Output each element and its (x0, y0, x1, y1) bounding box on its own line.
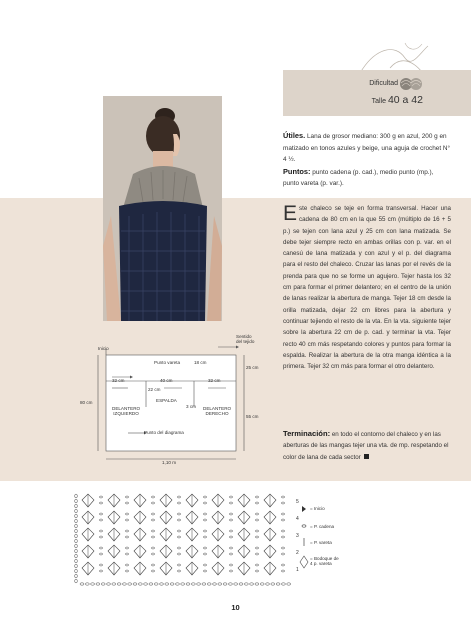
chain-stitch (75, 579, 78, 583)
chain-stitch (99, 530, 102, 532)
chain-stitch (96, 583, 100, 585)
chain-stitch (125, 519, 128, 521)
chain-stitch (75, 524, 78, 528)
chain-stitch (281, 530, 284, 532)
chain-stitch (138, 583, 142, 585)
schematic-3cm: 3 cm (186, 404, 196, 409)
chain-stitch (75, 539, 78, 543)
chain-stitch (112, 583, 116, 585)
chain-stitch (149, 583, 153, 585)
chain-stitch (99, 553, 102, 555)
chain-stitch (186, 583, 190, 585)
chain-stitch (229, 553, 232, 555)
chain-stitch (203, 564, 206, 566)
schematic-80cm: 80 cm (80, 400, 93, 405)
schematic-width: 1,10 m (162, 460, 177, 465)
chain-stitch (287, 583, 291, 585)
schematic-delantero-izquierdo: DELANTERO IZQUIERDO (112, 406, 141, 416)
chain-stitch (255, 530, 258, 532)
drop-cap: E (283, 202, 298, 225)
chain-stitch (250, 583, 254, 585)
chain-stitch (125, 530, 128, 532)
chain-stitch (99, 536, 102, 538)
chain-stitch (229, 519, 232, 521)
chain-stitch (151, 496, 154, 498)
chain-stitch (75, 544, 78, 548)
chain-stitch (203, 496, 206, 498)
row-number: 1 (296, 567, 299, 573)
chain-stitch (255, 496, 258, 498)
chain-stitch (228, 583, 232, 585)
chain-stitch (80, 583, 84, 585)
schematic-25cm: 25 cm (246, 365, 259, 370)
chain-stitch (281, 496, 284, 498)
chain-stitch (125, 502, 128, 504)
chain-stitch (175, 583, 179, 585)
chain-stitch (255, 547, 258, 549)
chain-stitch (151, 547, 154, 549)
chain-stitch (229, 502, 232, 504)
chain-stitch (151, 502, 154, 504)
chain-stitch (177, 564, 180, 566)
legend-bodoque: = Bodoque de 4 p. vareta (310, 556, 339, 566)
finish-text: en todo el contorno del chaleco y en las aberturas de las mangas tejer una vta. de mp. respetando el color de lana de cada sector (283, 431, 449, 461)
chain-stitch (75, 509, 78, 513)
schematic-32cm-right: 32 cm (208, 378, 221, 383)
difficulty-box (283, 70, 471, 116)
chain-stitch (154, 583, 158, 585)
chain-stitch (255, 583, 259, 585)
chain-stitch (255, 564, 258, 566)
vest-schematic (68, 335, 273, 473)
utiles-heading: Útiles. (283, 131, 306, 140)
schematic-40cm: 40 cm (160, 378, 173, 383)
chain-stitch (101, 583, 105, 585)
chain-stitch (75, 559, 78, 563)
chain-stitch (177, 553, 180, 555)
schematic-punto-diagrama: Punto del diagrama (144, 430, 184, 435)
chain-stitch (203, 530, 206, 532)
chain-stitch (177, 530, 180, 532)
chain-stitch (75, 519, 78, 523)
schematic-55cm: 55 cm (246, 414, 259, 419)
chain-stitch (234, 583, 238, 585)
chain-stitch (99, 564, 102, 566)
chain-stitch (218, 583, 222, 585)
chain-stitch (117, 583, 121, 585)
chain-stitch (281, 583, 285, 585)
chain-stitch (75, 504, 78, 508)
chain-stitch (177, 570, 180, 572)
chain-stitch (177, 536, 180, 538)
chain-stitch (239, 583, 243, 585)
yarn-ball-icons (399, 74, 423, 92)
difficulty-label: Dificultad (369, 80, 398, 87)
legend-inicio: = Inicio (310, 506, 325, 511)
chain-stitch (203, 519, 206, 521)
legend-vareta: = P. vareta (310, 540, 332, 545)
materials-section (283, 130, 451, 190)
chain-stitch (75, 569, 78, 573)
chain-stitch (125, 547, 128, 549)
row-number: 2 (296, 550, 299, 556)
chain-stitch (75, 494, 78, 498)
chain-stitch (229, 496, 232, 498)
chain-stitch (203, 536, 206, 538)
chain-stitch (125, 513, 128, 515)
chain-stitch (75, 534, 78, 538)
chain-stitch (266, 583, 270, 585)
chain-stitch (99, 496, 102, 498)
chain-stitch (255, 513, 258, 515)
chain-stitch (177, 519, 180, 521)
puntos-heading: Puntos: (283, 166, 311, 176)
chain-stitch (125, 564, 128, 566)
schematic-punto-vareta: Punto vareta (154, 360, 181, 365)
chain-stitch (75, 564, 78, 568)
instructions-text (283, 203, 451, 372)
chain-stitch (151, 553, 154, 555)
chain-stitch (170, 583, 174, 585)
legend-bodoque-symbol (300, 556, 308, 568)
chain-stitch (75, 549, 78, 553)
chain-stitch (203, 570, 206, 572)
chain-stitch (213, 583, 217, 585)
chain-stitch (281, 502, 284, 504)
chain-stitch (151, 536, 154, 538)
chain-stitch (255, 570, 258, 572)
chain-stitch (207, 583, 211, 585)
chain-stitch (99, 513, 102, 515)
stitch-chart (70, 492, 339, 587)
chain-stitch (255, 502, 258, 504)
chain-stitch (125, 553, 128, 555)
chain-stitch (229, 570, 232, 572)
schematic-32cm-left: 32 cm (112, 378, 125, 383)
chain-stitch (99, 502, 102, 504)
schematic-espalda: ESPALDA (156, 398, 177, 403)
chain-stitch (75, 529, 78, 533)
chain-stitch (99, 570, 102, 572)
chain-stitch (177, 513, 180, 515)
size-row (372, 94, 423, 106)
chain-stitch (151, 513, 154, 515)
schematic-sentido: Sentido del tejido (236, 334, 255, 344)
legend-cadena: = P. cadena (310, 524, 335, 529)
chain-stitch (203, 502, 206, 504)
schematic-22cm: 22 cm (148, 387, 161, 392)
model-photo (103, 96, 222, 321)
chain-stitch (177, 496, 180, 498)
chain-stitch (75, 514, 78, 518)
chain-stitch (107, 583, 111, 585)
chain-stitch (229, 513, 232, 515)
chain-stitch (122, 583, 126, 585)
chain-stitch (276, 583, 280, 585)
chain-stitch (75, 554, 78, 558)
size-label: Talle (371, 98, 386, 105)
chain-stitch (281, 519, 284, 521)
chain-stitch (160, 583, 164, 585)
chain-stitch (197, 583, 201, 585)
utiles-text: Lana de grosor mediano: 300 g en azul, 200 g en matizado en tonos azules y beige, una aguja de crochet N° 4 ½. (283, 133, 451, 164)
end-square-icon (364, 454, 369, 459)
chain-stitch (260, 583, 264, 585)
legend-inicio-symbol (302, 506, 306, 512)
chain-stitch (144, 583, 148, 585)
chain-stitch (177, 502, 180, 504)
chain-stitch (91, 583, 95, 585)
schematic-delantero-derecho: DELANTERO DERECHO (203, 406, 232, 416)
chain-stitch (255, 519, 258, 521)
chain-stitch (177, 547, 180, 549)
chain-stitch (203, 553, 206, 555)
chain-stitch (151, 564, 154, 566)
chain-stitch (281, 513, 284, 515)
chain-stitch (229, 547, 232, 549)
chain-stitch (75, 499, 78, 503)
chain-stitch (125, 496, 128, 498)
size-value: 40 a 42 (387, 94, 423, 106)
finish-heading: Terminación: (283, 429, 331, 438)
chain-stitch (281, 536, 284, 538)
legend-cadena-symbol (302, 525, 306, 527)
instructions-body: ste chaleco se teje en forma transversal. Hacer una cadena de 80 cm en la que 55 cm (múltiplo de 16 + 5 p.) se tejen con lana azul y 25 cm con lana matizada. Se debe tejer siempre recto en ambas orillas con p. var. en el canesú de lana matizada y con azul y el p. del diagrama para el resto del chaleco. Cruzar las lanas por el revés de la prenda para que no se forme un agujero. Tejer hasta los 32 cm para formar el primer delantero; en el centro de la unión de lanas realizar la abertura de manga. Tejer 18 cm desde la orilla matizada, dejar 22 cm libres para la abertura y continuar tejiendo el resto de la vta. En la vta. siguiente tejer sobre la abertura 22 cm de p. cad. y terminar la vta. Tejer recto 40 cm más respetando colores y puntos para formar la espalda. Realizar la abertura de la otra manga idéntica a la primera. Tejer 32 cm más para formar el otro delantero. (283, 205, 451, 371)
chain-stitch (255, 536, 258, 538)
chain-stitch (151, 570, 154, 572)
chain-stitch (255, 553, 258, 555)
schematic-18cm: 18 cm (194, 360, 207, 365)
chain-stitch (99, 547, 102, 549)
chain-stitch (99, 519, 102, 521)
chain-stitch (75, 574, 78, 578)
chain-stitch (85, 583, 89, 585)
finish-section (283, 428, 454, 463)
chain-stitch (223, 583, 227, 585)
chain-stitch (191, 583, 195, 585)
chain-stitch (181, 583, 185, 585)
chain-stitch (281, 547, 284, 549)
row-number: 5 (296, 499, 299, 505)
chain-stitch (133, 583, 137, 585)
chain-stitch (165, 583, 169, 585)
chain-stitch (128, 583, 132, 585)
chain-stitch (229, 536, 232, 538)
puntos-text: punto cadena (p. cad.), medio punto (mp.), punto vareta (p. var.). (283, 168, 434, 188)
row-number: 4 (296, 516, 299, 522)
chain-stitch (125, 536, 128, 538)
chain-stitch (281, 553, 284, 555)
chain-stitch (203, 513, 206, 515)
chain-stitch (202, 583, 206, 585)
chain-stitch (203, 547, 206, 549)
chain-stitch (229, 564, 232, 566)
chain-stitch (281, 570, 284, 572)
chain-stitch (151, 530, 154, 532)
chain-stitch (281, 564, 284, 566)
page-number: 10 (231, 603, 240, 612)
schematic-inicio: Inicio (98, 346, 109, 351)
row-number: 3 (296, 533, 299, 539)
chain-stitch (244, 583, 248, 585)
chain-stitch (271, 583, 275, 585)
chain-stitch (229, 530, 232, 532)
chain-stitch (151, 519, 154, 521)
chain-stitch (125, 570, 128, 572)
